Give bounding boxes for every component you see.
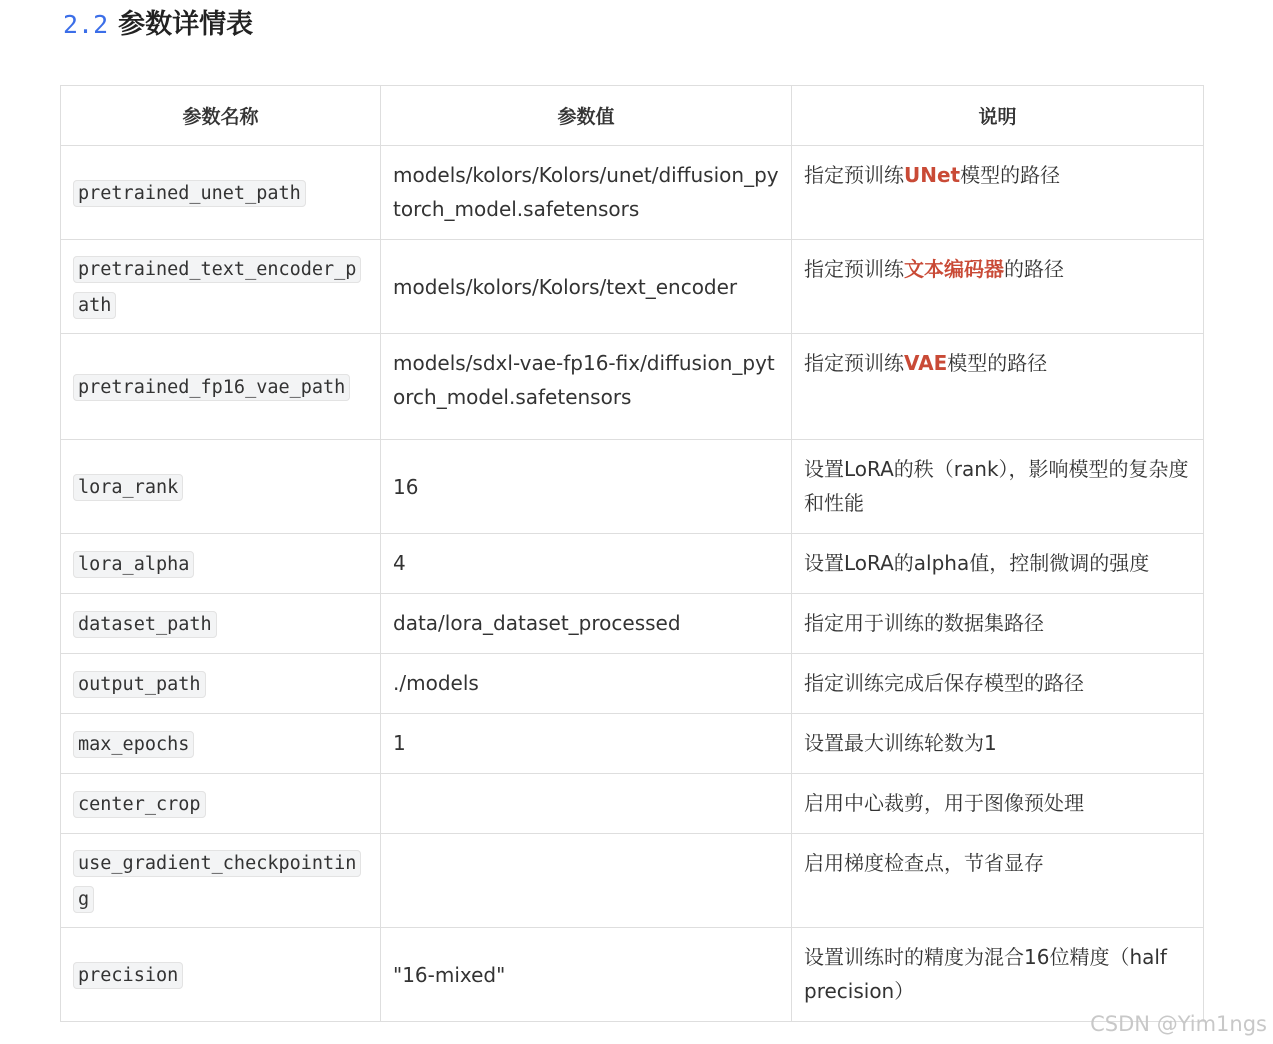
parameter-table	[60, 85, 1204, 1022]
param-name-cell	[61, 834, 381, 928]
description-cell	[792, 534, 1204, 594]
param-value-cell: data/lora_dataset_processed	[381, 594, 792, 654]
description-cell	[792, 440, 1204, 534]
param-value-cell: 16	[381, 440, 792, 534]
highlighted-term: 文本编码器	[904, 257, 1004, 281]
param-value-cell: models/kolors/Kolors/text_encoder	[381, 240, 792, 334]
param-value-cell: 4	[381, 534, 792, 594]
description-cell	[792, 774, 1204, 834]
description-text: 设置LoRA的秩（rank），影响模型的复杂度和性能	[804, 457, 1189, 515]
section-title: 参数详情表	[118, 9, 254, 40]
header-param-value: 参数值	[381, 86, 792, 146]
param-value-cell: models/sdxl-vae-fp16-fix/diffusion_pytorch_model.safetensors	[381, 334, 792, 440]
param-value-cell: "16-mixed"	[381, 928, 792, 1022]
table-row	[61, 240, 1204, 334]
param-name-cell	[61, 146, 381, 240]
description-cell	[792, 594, 1204, 654]
table-row	[61, 146, 1204, 240]
param-value-cell	[381, 834, 792, 928]
param-value-cell: models/kolors/Kolors/unet/diffusion_pytorch_model.safetensors	[381, 146, 792, 240]
section-heading	[63, 2, 253, 41]
param-name-code: pretrained_text_encoder_path	[73, 256, 361, 319]
description-cell	[792, 146, 1204, 240]
description-cell	[792, 240, 1204, 334]
description-text: 指定训练完成后保存模型的路径	[804, 671, 1084, 695]
param-name-code: pretrained_fp16_vae_path	[73, 374, 350, 401]
param-name-cell	[61, 334, 381, 440]
description-text: 模型的路径	[960, 163, 1061, 187]
description-text: 指定用于训练的数据集路径	[804, 611, 1044, 635]
table-row	[61, 534, 1204, 594]
description-text: 指定预训练	[804, 351, 904, 375]
param-value-cell	[381, 774, 792, 834]
description-cell	[792, 834, 1204, 928]
table-header-row	[61, 86, 1204, 146]
description-cell	[792, 334, 1204, 440]
param-name-cell	[61, 594, 381, 654]
param-name-cell	[61, 440, 381, 534]
param-value-cell: ./models	[381, 654, 792, 714]
description-text: 的路径	[1004, 257, 1064, 281]
description-cell	[792, 714, 1204, 774]
description-text: 设置LoRA的alpha值，控制微调的强度	[804, 551, 1150, 575]
header-param-name: 参数名称	[61, 86, 381, 146]
param-name-code: pretrained_unet_path	[73, 180, 306, 207]
param-name-code: use_gradient_checkpointing	[73, 850, 361, 913]
param-name-code: precision	[73, 962, 183, 989]
description-cell	[792, 928, 1204, 1022]
param-name-code: center_crop	[73, 791, 206, 818]
param-value-cell: 1	[381, 714, 792, 774]
highlighted-term: VAE	[904, 351, 948, 375]
param-name-cell	[61, 240, 381, 334]
csdn-watermark: CSDN @Yim1ngs	[1090, 1012, 1267, 1036]
param-name-cell	[61, 534, 381, 594]
param-name-cell	[61, 714, 381, 774]
table-row	[61, 440, 1204, 534]
table-row	[61, 654, 1204, 714]
table-row	[61, 594, 1204, 654]
description-cell	[792, 654, 1204, 714]
description-text: 启用梯度检查点，节省显存	[804, 851, 1044, 875]
param-name-code: lora_alpha	[73, 551, 194, 578]
param-name-code: lora_rank	[73, 474, 183, 501]
table-row	[61, 928, 1204, 1022]
param-name-cell	[61, 654, 381, 714]
param-name-code: output_path	[73, 671, 206, 698]
description-text: 指定预训练	[804, 163, 904, 187]
description-text: 指定预训练	[804, 257, 904, 281]
section-number: 2.2	[63, 10, 109, 39]
highlighted-term: UNet	[904, 163, 961, 187]
param-name-cell	[61, 774, 381, 834]
header-description: 说明	[792, 86, 1204, 146]
param-name-code: dataset_path	[73, 611, 217, 638]
table-row	[61, 334, 1204, 440]
param-name-cell	[61, 928, 381, 1022]
description-text: 启用中心裁剪，用于图像预处理	[804, 791, 1084, 815]
description-text: 设置训练时的精度为混合16位精度（half precision）	[804, 945, 1167, 1003]
table-row	[61, 774, 1204, 834]
description-text: 模型的路径	[947, 351, 1048, 375]
param-name-code: max_epochs	[73, 731, 194, 758]
description-text: 设置最大训练轮数为1	[804, 731, 997, 755]
table-row	[61, 834, 1204, 928]
table-row	[61, 714, 1204, 774]
